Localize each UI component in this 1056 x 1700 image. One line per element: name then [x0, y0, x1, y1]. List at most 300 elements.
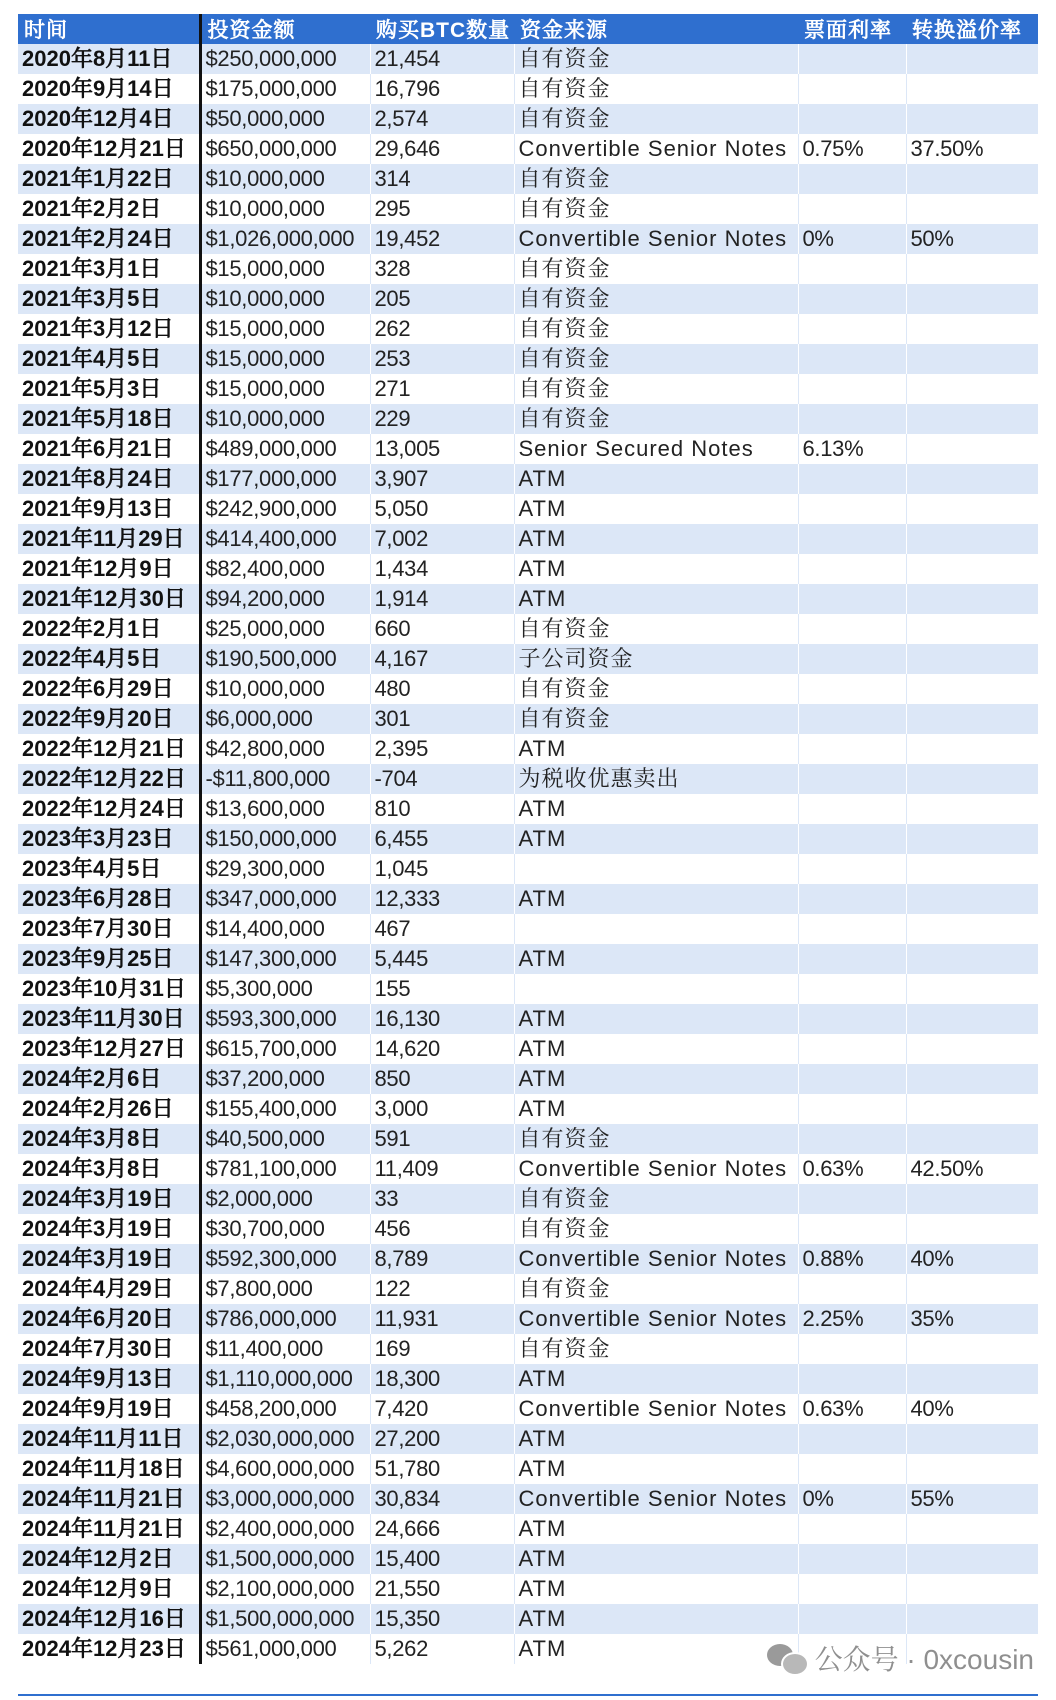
cell-funding-source: 自有资金 [514, 284, 798, 314]
table-row [18, 464, 1038, 494]
cell-funding-source: ATM [514, 524, 798, 554]
btc-purchase-table [18, 14, 1038, 1664]
table-row [18, 254, 1038, 284]
table-row [18, 524, 1038, 554]
cell-btc-quantity: 328 [370, 254, 514, 284]
cell-amount: -$11,800,000 [200, 764, 370, 794]
cell-btc-quantity: 30,834 [370, 1484, 514, 1514]
cell-coupon-rate [798, 1064, 906, 1094]
cell-amount: $82,400,000 [200, 554, 370, 584]
cell-btc-quantity: 2,395 [370, 734, 514, 764]
cell-conversion-premium [906, 164, 1038, 194]
cell-coupon-rate [798, 824, 906, 854]
cell-conversion-premium [906, 1094, 1038, 1124]
cell-funding-source: ATM [514, 464, 798, 494]
cell-date: 2021年5月18日 [18, 404, 200, 434]
table-row [18, 164, 1038, 194]
cell-amount: $1,500,000,000 [200, 1604, 370, 1634]
cell-funding-source: ATM [514, 824, 798, 854]
cell-btc-quantity: 229 [370, 404, 514, 434]
header-conversion-premium: 转换溢价率 [906, 14, 1038, 44]
cell-coupon-rate [798, 344, 906, 374]
cell-btc-quantity: 6,455 [370, 824, 514, 854]
cell-funding-source: 自有资金 [514, 614, 798, 644]
table-row [18, 734, 1038, 764]
cell-amount: $10,000,000 [200, 404, 370, 434]
table-row [18, 1514, 1038, 1544]
cell-conversion-premium [906, 74, 1038, 104]
cell-coupon-rate: 2.25% [798, 1304, 906, 1334]
cell-coupon-rate [798, 1334, 906, 1364]
cell-amount: $3,000,000,000 [200, 1484, 370, 1514]
cell-date: 2020年8月11日 [18, 44, 200, 74]
cell-date: 2020年12月21日 [18, 134, 200, 164]
cell-date: 2021年3月5日 [18, 284, 200, 314]
cell-amount: $561,000,000 [200, 1634, 370, 1664]
cell-conversion-premium [906, 1454, 1038, 1484]
cell-btc-quantity: 7,420 [370, 1394, 514, 1424]
cell-btc-quantity: 29,646 [370, 134, 514, 164]
cell-btc-quantity: 205 [370, 284, 514, 314]
cell-coupon-rate: 0% [798, 1484, 906, 1514]
cell-funding-source: ATM [514, 1454, 798, 1484]
cell-conversion-premium [906, 344, 1038, 374]
cell-coupon-rate [798, 644, 906, 674]
cell-coupon-rate [798, 1424, 906, 1454]
cell-funding-source: 自有资金 [514, 104, 798, 134]
table-row [18, 1394, 1038, 1424]
bottom-rule [18, 1694, 1038, 1696]
cell-coupon-rate [798, 1184, 906, 1214]
cell-conversion-premium: 40% [906, 1244, 1038, 1274]
cell-conversion-premium [906, 1424, 1038, 1454]
cell-coupon-rate [798, 194, 906, 224]
cell-amount: $29,300,000 [200, 854, 370, 884]
cell-date: 2024年3月19日 [18, 1214, 200, 1244]
cell-btc-quantity: 122 [370, 1274, 514, 1304]
cell-btc-quantity: 301 [370, 704, 514, 734]
cell-coupon-rate [798, 944, 906, 974]
cell-date: 2022年6月29日 [18, 674, 200, 704]
table-row [18, 1094, 1038, 1124]
cell-btc-quantity: 262 [370, 314, 514, 344]
cell-btc-quantity: 850 [370, 1064, 514, 1094]
cell-conversion-premium [906, 284, 1038, 314]
cell-amount: $6,000,000 [200, 704, 370, 734]
cell-coupon-rate [798, 1604, 906, 1634]
cell-date: 2023年9月25日 [18, 944, 200, 974]
cell-conversion-premium [906, 734, 1038, 764]
cell-date: 2021年2月2日 [18, 194, 200, 224]
cell-btc-quantity: 4,167 [370, 644, 514, 674]
cell-amount: $2,100,000,000 [200, 1574, 370, 1604]
cell-coupon-rate [798, 674, 906, 704]
cell-funding-source: 自有资金 [514, 1274, 798, 1304]
cell-date: 2021年11月29日 [18, 524, 200, 554]
cell-coupon-rate [798, 1514, 906, 1544]
cell-btc-quantity: 21,454 [370, 44, 514, 74]
cell-conversion-premium [906, 974, 1038, 1004]
cell-date: 2021年6月21日 [18, 434, 200, 464]
cell-funding-source: Convertible Senior Notes [514, 1244, 798, 1274]
header-funding-source: 资金来源 [514, 14, 798, 44]
table-row [18, 1124, 1038, 1154]
cell-btc-quantity: 14,620 [370, 1034, 514, 1064]
cell-date: 2024年6月20日 [18, 1304, 200, 1334]
cell-coupon-rate [798, 974, 906, 1004]
cell-amount: $781,100,000 [200, 1154, 370, 1184]
cell-amount: $15,000,000 [200, 314, 370, 344]
cell-conversion-premium [906, 764, 1038, 794]
cell-funding-source [514, 914, 798, 944]
btc-purchase-table-container [18, 14, 1038, 1664]
cell-funding-source: ATM [514, 1424, 798, 1454]
cell-btc-quantity: 15,400 [370, 1544, 514, 1574]
cell-btc-quantity: 5,050 [370, 494, 514, 524]
cell-amount: $147,300,000 [200, 944, 370, 974]
table-row [18, 1484, 1038, 1514]
cell-date: 2020年9月14日 [18, 74, 200, 104]
cell-coupon-rate [798, 494, 906, 524]
cell-funding-source: ATM [514, 944, 798, 974]
cell-date: 2024年11月11日 [18, 1424, 200, 1454]
cell-funding-source: ATM [514, 1364, 798, 1394]
cell-date: 2024年12月23日 [18, 1634, 200, 1664]
cell-funding-source: Convertible Senior Notes [514, 134, 798, 164]
cell-funding-source: Convertible Senior Notes [514, 1484, 798, 1514]
table-row [18, 494, 1038, 524]
cell-coupon-rate [798, 254, 906, 284]
cell-date: 2020年12月4日 [18, 104, 200, 134]
cell-date: 2022年4月5日 [18, 644, 200, 674]
cell-date: 2021年8月24日 [18, 464, 200, 494]
cell-conversion-premium [906, 914, 1038, 944]
cell-btc-quantity: 12,333 [370, 884, 514, 914]
cell-coupon-rate [798, 914, 906, 944]
cell-btc-quantity: 3,907 [370, 464, 514, 494]
cell-date: 2022年12月22日 [18, 764, 200, 794]
header-coupon-rate: 票面利率 [798, 14, 906, 44]
table-row [18, 704, 1038, 734]
cell-btc-quantity: 456 [370, 1214, 514, 1244]
cell-funding-source: 自有资金 [514, 1184, 798, 1214]
cell-coupon-rate [798, 1214, 906, 1244]
cell-conversion-premium [906, 584, 1038, 614]
cell-btc-quantity: 1,434 [370, 554, 514, 584]
table-row [18, 1364, 1038, 1394]
table-row [18, 1574, 1038, 1604]
cell-conversion-premium [906, 1574, 1038, 1604]
cell-amount: $2,400,000,000 [200, 1514, 370, 1544]
cell-funding-source: 自有资金 [514, 164, 798, 194]
cell-conversion-premium [906, 104, 1038, 134]
cell-coupon-rate: 0.63% [798, 1154, 906, 1184]
cell-date: 2024年7月30日 [18, 1334, 200, 1364]
cell-amount: $347,000,000 [200, 884, 370, 914]
watermark [767, 1638, 1034, 1678]
cell-conversion-premium: 40% [906, 1394, 1038, 1424]
cell-date: 2024年2月6日 [18, 1064, 200, 1094]
cell-btc-quantity: 13,005 [370, 434, 514, 464]
cell-funding-source: 自有资金 [514, 1124, 798, 1154]
cell-date: 2023年12月27日 [18, 1034, 200, 1064]
cell-amount: $10,000,000 [200, 164, 370, 194]
cell-date: 2021年9月13日 [18, 494, 200, 524]
cell-date: 2022年9月20日 [18, 704, 200, 734]
cell-conversion-premium [906, 1604, 1038, 1634]
cell-conversion-premium [906, 374, 1038, 404]
header-row [18, 14, 1038, 44]
cell-funding-source: 自有资金 [514, 704, 798, 734]
table-row [18, 1244, 1038, 1274]
cell-amount: $1,026,000,000 [200, 224, 370, 254]
cell-btc-quantity: 16,130 [370, 1004, 514, 1034]
cell-funding-source: ATM [514, 1544, 798, 1574]
table-row [18, 1154, 1038, 1184]
header-amount: 投资金额 [200, 14, 370, 44]
cell-amount: $1,110,000,000 [200, 1364, 370, 1394]
cell-btc-quantity: 16,796 [370, 74, 514, 104]
cell-conversion-premium [906, 524, 1038, 554]
table-row [18, 1034, 1038, 1064]
cell-coupon-rate [798, 1574, 906, 1604]
cell-funding-source: Convertible Senior Notes [514, 1154, 798, 1184]
cell-amount: $175,000,000 [200, 74, 370, 104]
cell-btc-quantity: 271 [370, 374, 514, 404]
table-row [18, 884, 1038, 914]
cell-amount: $650,000,000 [200, 134, 370, 164]
cell-date: 2023年7月30日 [18, 914, 200, 944]
cell-coupon-rate [798, 1124, 906, 1154]
table-row [18, 1184, 1038, 1214]
cell-amount: $489,000,000 [200, 434, 370, 464]
cell-amount: $30,700,000 [200, 1214, 370, 1244]
cell-funding-source: ATM [514, 1094, 798, 1124]
cell-date: 2021年5月3日 [18, 374, 200, 404]
cell-amount: $4,600,000,000 [200, 1454, 370, 1484]
cell-coupon-rate [798, 1364, 906, 1394]
cell-conversion-premium: 37.50% [906, 134, 1038, 164]
cell-conversion-premium [906, 794, 1038, 824]
table-row [18, 974, 1038, 1004]
header-btc-quantity: 购买BTC数量 [370, 14, 514, 44]
cell-conversion-premium [906, 944, 1038, 974]
cell-amount: $10,000,000 [200, 194, 370, 224]
cell-coupon-rate [798, 614, 906, 644]
cell-funding-source [514, 974, 798, 1004]
cell-amount: $458,200,000 [200, 1394, 370, 1424]
cell-conversion-premium [906, 824, 1038, 854]
table-row [18, 854, 1038, 884]
cell-coupon-rate [798, 1094, 906, 1124]
cell-conversion-premium [906, 674, 1038, 704]
table-row [18, 1274, 1038, 1304]
table-row [18, 134, 1038, 164]
cell-coupon-rate: 0% [798, 224, 906, 254]
cell-conversion-premium [906, 614, 1038, 644]
cell-amount: $414,400,000 [200, 524, 370, 554]
cell-amount: $37,200,000 [200, 1064, 370, 1094]
cell-date: 2024年9月19日 [18, 1394, 200, 1424]
cell-funding-source: ATM [514, 584, 798, 614]
cell-btc-quantity: 24,666 [370, 1514, 514, 1544]
cell-amount: $25,000,000 [200, 614, 370, 644]
cell-date: 2021年4月5日 [18, 344, 200, 374]
cell-amount: $15,000,000 [200, 374, 370, 404]
cell-funding-source: ATM [514, 794, 798, 824]
cell-date: 2023年3月23日 [18, 824, 200, 854]
cell-date: 2022年12月21日 [18, 734, 200, 764]
cell-amount: $150,000,000 [200, 824, 370, 854]
cell-coupon-rate [798, 524, 906, 554]
cell-btc-quantity: 660 [370, 614, 514, 644]
cell-funding-source: 子公司资金 [514, 644, 798, 674]
cell-coupon-rate [798, 1034, 906, 1064]
cell-amount: $15,000,000 [200, 344, 370, 374]
cell-amount: $13,600,000 [200, 794, 370, 824]
cell-conversion-premium [906, 1124, 1038, 1154]
cell-amount: $190,500,000 [200, 644, 370, 674]
cell-amount: $2,030,000,000 [200, 1424, 370, 1454]
cell-amount: $10,000,000 [200, 284, 370, 314]
cell-amount: $40,500,000 [200, 1124, 370, 1154]
cell-btc-quantity: 314 [370, 164, 514, 194]
cell-date: 2021年12月9日 [18, 554, 200, 584]
cell-date: 2023年11月30日 [18, 1004, 200, 1034]
table-row [18, 1544, 1038, 1574]
cell-coupon-rate [798, 404, 906, 434]
cell-conversion-premium [906, 194, 1038, 224]
cell-conversion-premium [906, 704, 1038, 734]
table-row [18, 224, 1038, 254]
cell-date: 2024年9月13日 [18, 1364, 200, 1394]
cell-date: 2024年11月18日 [18, 1454, 200, 1484]
cell-amount: $14,400,000 [200, 914, 370, 944]
cell-btc-quantity: 591 [370, 1124, 514, 1154]
cell-coupon-rate [798, 464, 906, 494]
cell-date: 2021年1月22日 [18, 164, 200, 194]
cell-coupon-rate [798, 734, 906, 764]
cell-conversion-premium [906, 1034, 1038, 1064]
cell-btc-quantity: 21,550 [370, 1574, 514, 1604]
cell-btc-quantity: 1,045 [370, 854, 514, 884]
cell-conversion-premium [906, 404, 1038, 434]
cell-btc-quantity: 5,445 [370, 944, 514, 974]
table-row [18, 554, 1038, 584]
table-row [18, 434, 1038, 464]
cell-coupon-rate [798, 704, 906, 734]
cell-amount: $786,000,000 [200, 1304, 370, 1334]
cell-coupon-rate: 0.88% [798, 1244, 906, 1274]
cell-coupon-rate [798, 104, 906, 134]
cell-coupon-rate [798, 314, 906, 344]
cell-funding-source: ATM [514, 1604, 798, 1634]
cell-funding-source: 自有资金 [514, 1214, 798, 1244]
cell-conversion-premium [906, 434, 1038, 464]
cell-coupon-rate [798, 164, 906, 194]
cell-funding-source: Senior Secured Notes [514, 434, 798, 464]
cell-funding-source: ATM [514, 1514, 798, 1544]
cell-amount: $2,000,000 [200, 1184, 370, 1214]
cell-coupon-rate [798, 854, 906, 884]
cell-amount: $155,400,000 [200, 1094, 370, 1124]
cell-funding-source: 自有资金 [514, 74, 798, 104]
cell-conversion-premium [906, 1364, 1038, 1394]
cell-btc-quantity: 11,409 [370, 1154, 514, 1184]
cell-btc-quantity: 155 [370, 974, 514, 1004]
cell-date: 2024年11月21日 [18, 1484, 200, 1514]
watermark-text: 公众号 · 0xcousin [814, 1644, 1034, 1675]
cell-date: 2023年10月31日 [18, 974, 200, 1004]
cell-conversion-premium [906, 1334, 1038, 1364]
cell-btc-quantity: 7,002 [370, 524, 514, 554]
cell-conversion-premium [906, 44, 1038, 74]
cell-amount: $592,300,000 [200, 1244, 370, 1274]
cell-date: 2024年4月29日 [18, 1274, 200, 1304]
cell-funding-source: ATM [514, 884, 798, 914]
cell-amount: $42,800,000 [200, 734, 370, 764]
cell-coupon-rate: 0.75% [798, 134, 906, 164]
cell-coupon-rate [798, 74, 906, 104]
cell-date: 2024年12月16日 [18, 1604, 200, 1634]
table-row [18, 1424, 1038, 1454]
cell-conversion-premium: 50% [906, 224, 1038, 254]
cell-funding-source: 自有资金 [514, 254, 798, 284]
table-row [18, 614, 1038, 644]
table-row [18, 1334, 1038, 1364]
cell-funding-source: 自有资金 [514, 344, 798, 374]
cell-conversion-premium [906, 1274, 1038, 1304]
cell-btc-quantity: 18,300 [370, 1364, 514, 1394]
cell-amount: $15,000,000 [200, 254, 370, 284]
cell-btc-quantity: 253 [370, 344, 514, 374]
cell-funding-source: ATM [514, 1574, 798, 1604]
cell-amount: $11,400,000 [200, 1334, 370, 1364]
cell-conversion-premium [906, 1514, 1038, 1544]
table-body [18, 44, 1038, 1664]
cell-funding-source: ATM [514, 1004, 798, 1034]
cell-amount: $5,300,000 [200, 974, 370, 1004]
cell-coupon-rate: 6.13% [798, 434, 906, 464]
cell-funding-source: 自有资金 [514, 44, 798, 74]
cell-btc-quantity: 5,262 [370, 1634, 514, 1664]
cell-btc-quantity: 810 [370, 794, 514, 824]
cell-date: 2024年12月2日 [18, 1544, 200, 1574]
table-row [18, 374, 1038, 404]
cell-date: 2021年12月30日 [18, 584, 200, 614]
cell-conversion-premium: 35% [906, 1304, 1038, 1334]
cell-date: 2021年2月24日 [18, 224, 200, 254]
cell-conversion-premium [906, 254, 1038, 284]
cell-conversion-premium [906, 554, 1038, 584]
cell-date: 2024年2月26日 [18, 1094, 200, 1124]
cell-amount: $94,200,000 [200, 584, 370, 614]
cell-amount: $1,500,000,000 [200, 1544, 370, 1574]
cell-conversion-premium [906, 314, 1038, 344]
cell-funding-source: ATM [514, 1064, 798, 1094]
cell-funding-source: Convertible Senior Notes [514, 224, 798, 254]
cell-btc-quantity: 19,452 [370, 224, 514, 254]
cell-funding-source: 自有资金 [514, 194, 798, 224]
cell-coupon-rate [798, 1274, 906, 1304]
cell-date: 2024年3月8日 [18, 1124, 200, 1154]
cell-coupon-rate [798, 374, 906, 404]
cell-conversion-premium [906, 464, 1038, 494]
cell-amount: $250,000,000 [200, 44, 370, 74]
table-row [18, 824, 1038, 854]
table-row [18, 764, 1038, 794]
cell-funding-source: 为税收优惠卖出 [514, 764, 798, 794]
